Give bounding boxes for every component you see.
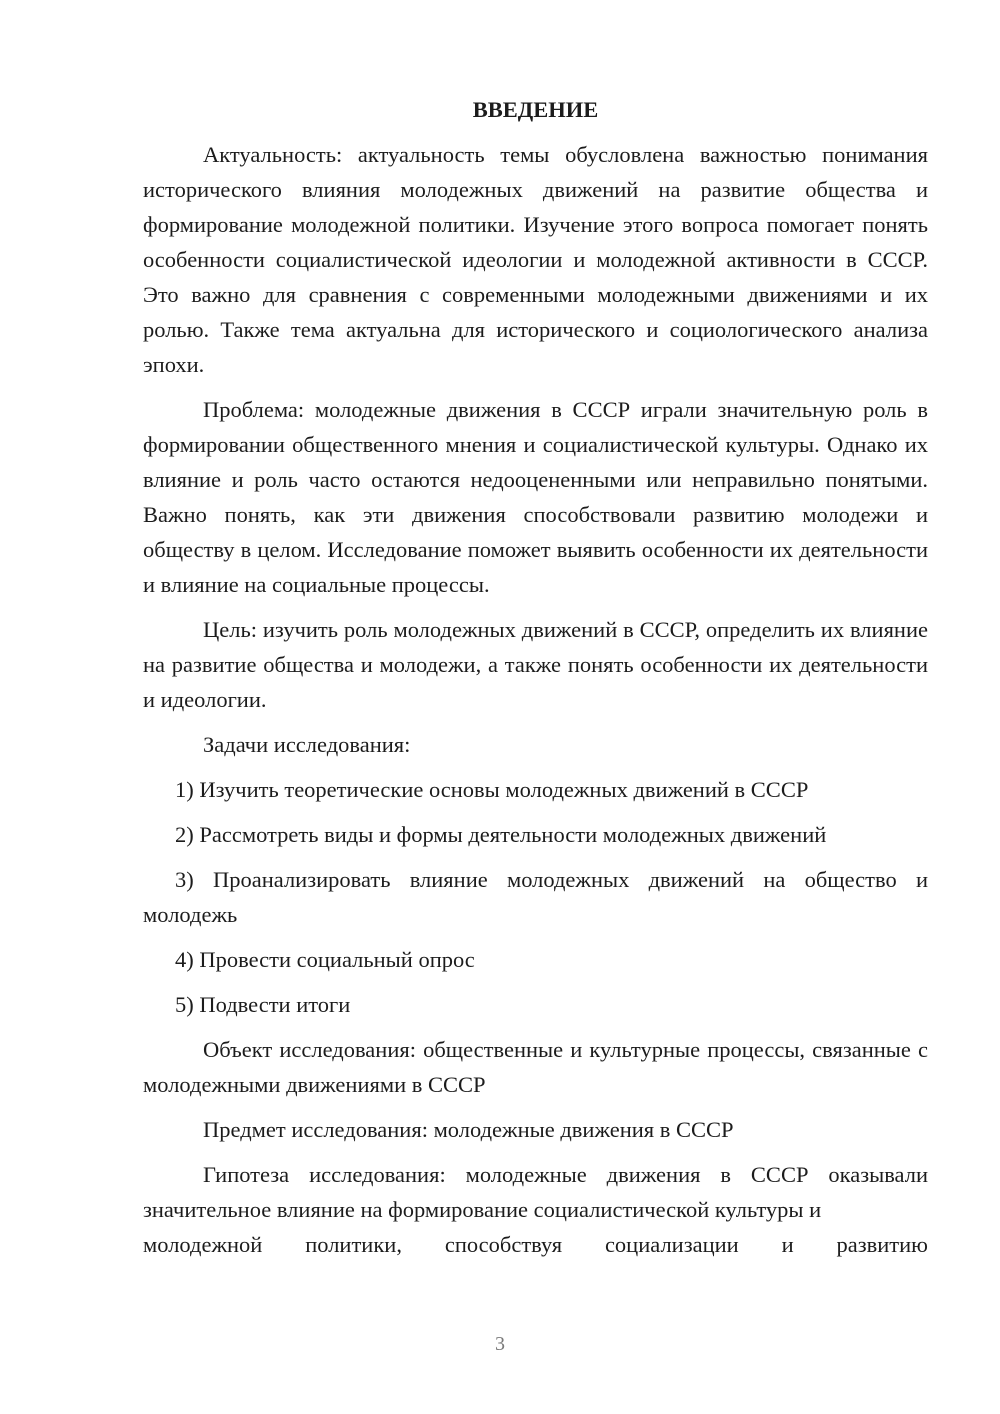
task-item-2: 2) Рассмотреть виды и формы деятельности молодежных движений bbox=[175, 822, 827, 847]
task-item-3: 3) Проанализировать влияние молодежных движений на общество и молодежь bbox=[143, 867, 928, 927]
goal-paragraph: Цель: изучить роль молодежных движений в СССР, определить их влияние на развитие общества и молодежи, а также понять особенности их деятельности и идеологии. bbox=[143, 617, 928, 712]
task-item-5: 5) Подвести итоги bbox=[175, 992, 351, 1017]
hypothesis-paragraph: Гипотеза исследования: молодежные движения в СССР оказывали значительное влияние на формирование социалистической культуры и bbox=[143, 1162, 928, 1222]
hypothesis-continuation: молодежной политики, способствуя социализации и развитию bbox=[143, 1232, 928, 1257]
task-item-4: 4) Провести социальный опрос bbox=[175, 947, 475, 972]
subject-paragraph: Предмет исследования: молодежные движения в СССР bbox=[203, 1117, 734, 1142]
task-item-1: 1) Изучить теоретические основы молодежных движений в СССР bbox=[175, 777, 809, 802]
object-paragraph: Объект исследования: общественные и культурные процессы, связанные с молодежными движениями в СССР bbox=[143, 1037, 928, 1097]
document-body bbox=[143, 92, 928, 1262]
tasks-heading: Задачи исследования: bbox=[203, 732, 411, 757]
page-title: ВВЕДЕНИЕ bbox=[472, 97, 599, 122]
relevance-paragraph: Актуальность: актуальность темы обусловлена важностью понимания исторического влияния молодежных движений на развитие общества и формирование молодежной политики. Изучение этого вопроса помогает понять особенности социалистической идеологии и молодежной активности в СССР. Это важно для сравнения с современными молодежными движениями и их ролью. Также тема актуальна для исторического и социологического анализа эпохи. bbox=[143, 142, 928, 377]
page-number: 3 bbox=[495, 1333, 505, 1355]
problem-paragraph: Проблема: молодежные движения в СССР играли значительную роль в формировании общественного мнения и социалистической культуры. Однако их влияние и роль часто остаются недооцененными или неправильно понятыми. Важно понять, как эти движения способствовали развитию молодежи и обществу в целом. Исследование поможет выявить особенности их деятельности и влияние на социальные процессы. bbox=[143, 397, 928, 597]
